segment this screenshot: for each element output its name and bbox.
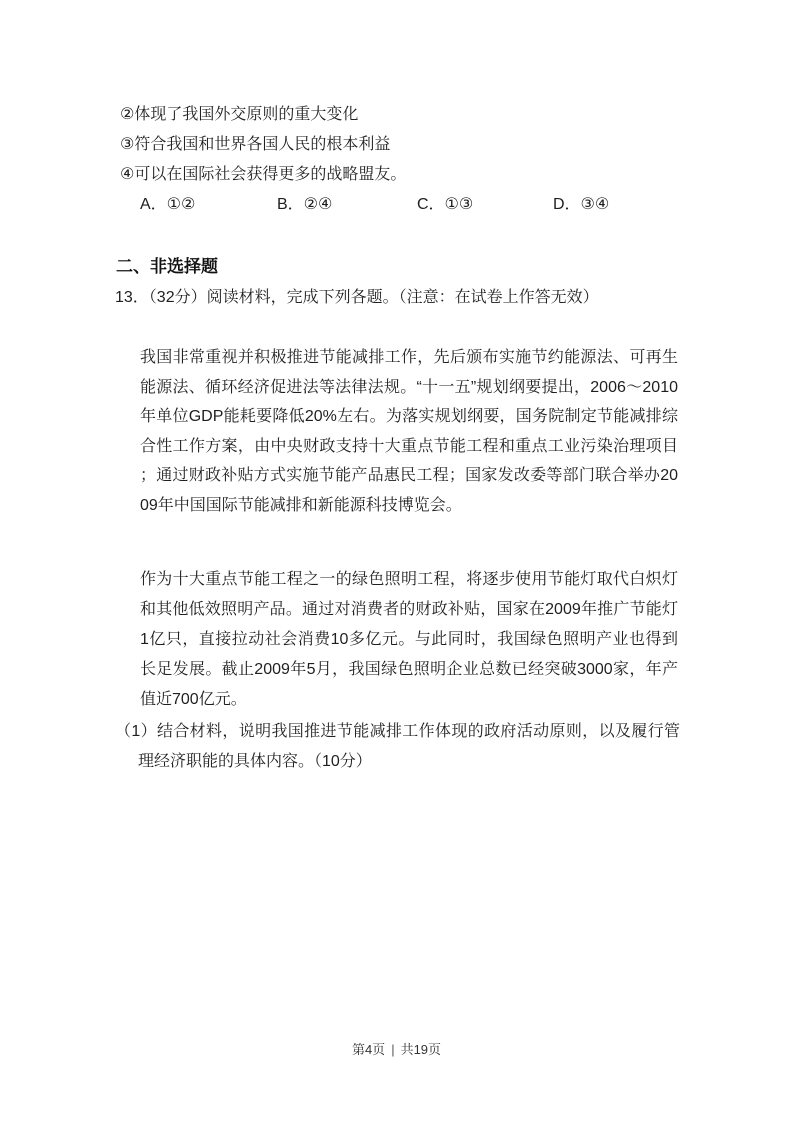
question-12-options bbox=[140, 190, 760, 220]
current-page-label: 第4页 bbox=[351, 1042, 386, 1057]
subquestion-1 bbox=[115, 717, 680, 777]
paragraph-line: ；通过财政补贴方式实施节能产品惠民工程；国家发改委等部门联合举办20 bbox=[140, 467, 678, 484]
paragraph-line: 长足发展。截止2009年5月，我国绿色照明企业总数已经突破3000家，年产 bbox=[140, 661, 678, 678]
material-paragraph-2 bbox=[140, 565, 678, 715]
paragraph-line: 作为十大重点节能工程之一的绿色照明工程，将逐步使用节能灯取代白炽灯 bbox=[140, 571, 678, 588]
option-c: C．①③ bbox=[417, 196, 474, 213]
paragraph-line: 09年中国国际节能减排和新能源科技博览会。 bbox=[140, 496, 462, 514]
paragraph-line: 值近700亿元。 bbox=[140, 691, 247, 708]
subquestion-line: （1）结合材料，说明我国推进节能减排工作体现的政府活动原则，以及履行管 bbox=[115, 723, 680, 740]
footer-separator: | bbox=[391, 1042, 395, 1057]
option-a: A．①② bbox=[140, 196, 196, 213]
material-paragraph-1 bbox=[140, 343, 678, 520]
page-footer bbox=[0, 1042, 793, 1058]
option-d: D．③④ bbox=[553, 196, 610, 213]
paragraph-line: 合性工作方案，由中央财政支持十大重点节能工程和重点工业污染治理项目 bbox=[140, 437, 678, 455]
subquestion-line: 理经济职能的具体内容。（10分） bbox=[138, 753, 372, 770]
statement-item-2: ②体现了我国外交原则的重大变化 bbox=[120, 106, 359, 123]
total-pages-label: 共19页 bbox=[400, 1042, 442, 1057]
paragraph-line: 1亿只，直接拉动社会消费10多亿元。与此同时，我国绿色照明产业也得到 bbox=[140, 631, 678, 648]
statement-item-3: ③符合我国和世界各国人民的根本利益 bbox=[120, 136, 391, 153]
paragraph-line: 年单位GDP能耗要降低20%左右。为落实规划纲要，国务院制定节能减排综 bbox=[140, 408, 678, 425]
paragraph-line: 和其他低效照明产品。通过对消费者的财政补贴，国家在2009年推广节能灯 bbox=[140, 601, 678, 618]
statement-item-4: ④可以在国际社会获得更多的战略盟友。 bbox=[120, 166, 407, 183]
paragraph-line: 我国非常重视并积极推进节能减排工作，先后颁布实施节约能源法、可再生 bbox=[140, 349, 678, 366]
question-12-statements bbox=[120, 100, 406, 190]
question-13-intro: 13．（32分）阅读材料，完成下列各题。（注意：在试卷上作答无效） bbox=[115, 289, 599, 306]
option-b: B．②④ bbox=[277, 196, 333, 213]
paragraph-line: 能源法、循环经济促进法等法律法规。“十一五”规划纲要提出，2006～2010 bbox=[140, 378, 678, 396]
section-heading-non-choice: 二、非选择题 bbox=[116, 257, 218, 276]
